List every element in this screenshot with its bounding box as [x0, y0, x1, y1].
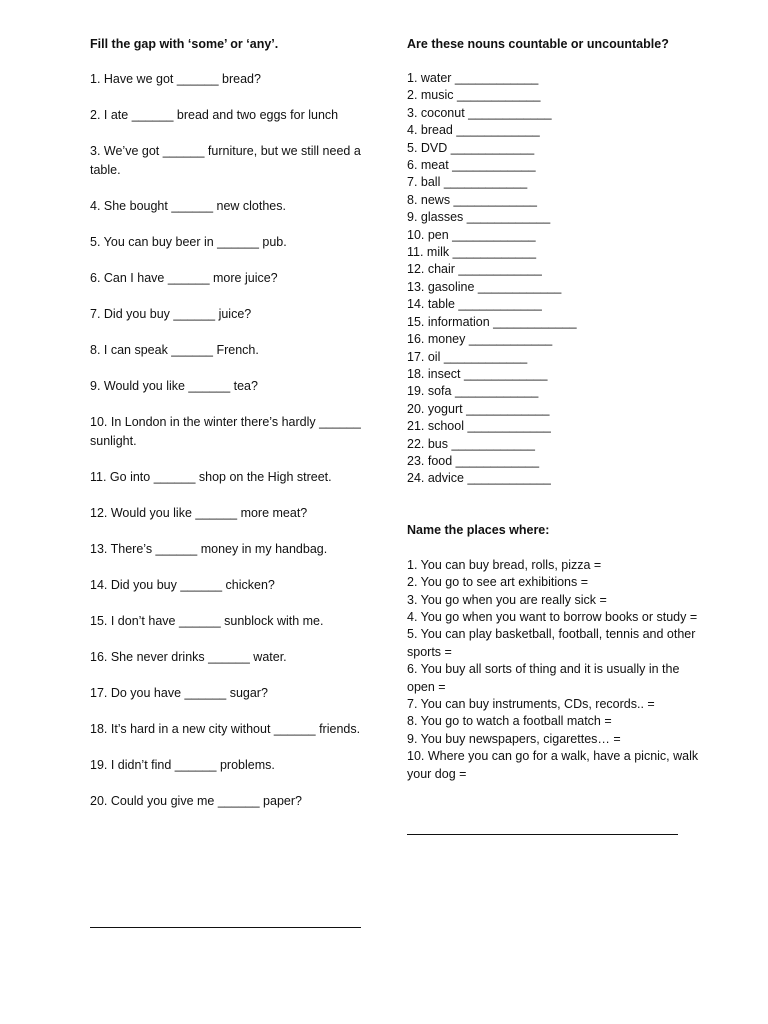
noun-item: 21. school ____________ [407, 419, 551, 434]
place-item: 3. You go when you are really sick = [407, 592, 607, 607]
place-item: 9. You buy newspapers, cigarettes… = [407, 731, 621, 746]
noun-item: 7. ball ____________ [407, 175, 528, 190]
noun-item: 11. milk ____________ [407, 245, 537, 260]
noun-item: 9. glasses ____________ [407, 210, 551, 225]
noun-item: 14. table ____________ [407, 297, 542, 312]
place-item: 4. You go when you want to borrow books or study = [407, 609, 698, 624]
places-title: Name the places where: [407, 522, 550, 537]
right-bottom-line [407, 834, 678, 835]
exercise-item: 20. Could you give me ______ paper? [90, 794, 302, 808]
exercise-item: 3. We’ve got ______ furniture, but we still need a table. [90, 144, 361, 177]
noun-item: 3. coconut ____________ [407, 105, 552, 120]
noun-item: 19. sofa ____________ [407, 384, 539, 399]
exercise-item: 9. Would you like ______ tea? [90, 379, 258, 393]
place-item: 1. You can buy bread, rolls, pizza = [407, 557, 602, 572]
noun-item: 15. information ____________ [407, 314, 577, 329]
noun-item: 10. pen ____________ [407, 227, 536, 242]
exercise-item: 19. I didn’t find ______ problems. [90, 758, 275, 772]
exercise-item: 8. I can speak ______ French. [90, 343, 259, 357]
places-list [407, 557, 707, 783]
exercise-item: 11. Go into ______ shop on the High street. [90, 470, 332, 484]
noun-item: 2. music ____________ [407, 88, 541, 103]
noun-item: 6. meat ____________ [407, 158, 536, 173]
noun-item: 16. money ____________ [407, 332, 553, 347]
noun-item: 13. gasoline ____________ [407, 279, 562, 294]
exercise-item: 2. I ate ______ bread and two eggs for lunch [90, 108, 339, 122]
exercise-item: 7. Did you buy ______ juice? [90, 307, 252, 321]
noun-item: 18. insect ____________ [407, 366, 548, 381]
exercise-item: 17. Do you have ______ sugar? [90, 686, 268, 700]
noun-item: 20. yogurt ____________ [407, 401, 550, 416]
noun-item: 8. news ____________ [407, 192, 537, 207]
noun-item: 4. bread ____________ [407, 123, 540, 138]
place-item: 7. You can buy instruments, CDs, records.. = [407, 697, 655, 711]
exercise-item: 6. Can I have ______ more juice? [90, 271, 278, 285]
exercise-item: 10. In London in the winter there’s hardly ______ sunlight. [90, 415, 361, 448]
some-any-list [90, 70, 380, 811]
exercise-item: 13. There’s ______ money in my handbag. [90, 542, 328, 556]
exercise-item: 5. You can buy beer in ______ pub. [90, 235, 287, 249]
place-item: 2. You go to see art exhibitions = [407, 575, 589, 590]
noun-item: 24. advice ____________ [407, 471, 551, 486]
left-bottom-line [90, 927, 361, 928]
exercise-item: 15. I don’t have ______ sunblock with me. [90, 614, 324, 628]
noun-item: 1. water ____________ [407, 71, 539, 85]
exercise-item: 16. She never drinks ______ water. [90, 650, 287, 664]
noun-item: 12. chair ____________ [407, 262, 542, 277]
exercise-item: 4. She bought ______ new clothes. [90, 199, 286, 213]
exercise-item: 14. Did you buy ______ chicken? [90, 578, 275, 592]
noun-item: 17. oil ____________ [407, 349, 528, 364]
exercise-item: 1. Have we got ______ bread? [90, 72, 261, 86]
noun-list [407, 70, 707, 488]
noun-item: 23. food ____________ [407, 453, 540, 468]
place-item: 5. You can play basketball, football, tennis and other sports = [407, 627, 696, 659]
some-any-title: Fill the gap with ‘some’ or ‘any’. [90, 37, 279, 51]
countable-title: Are these nouns countable or uncountable? [407, 37, 669, 51]
place-item: 10. Where you can go for a walk, have a picnic, walk your dog = [407, 749, 699, 781]
exercise-item: 18. It’s hard in a new city without ______ friends. [90, 722, 361, 736]
some-any-exercise [90, 36, 380, 828]
noun-item: 22. bus ____________ [407, 436, 535, 451]
place-item: 6. You buy all sorts of thing and it is usually in the open = [407, 662, 680, 694]
countable-exercise [407, 36, 707, 783]
place-item: 8. You go to watch a football match = [407, 714, 612, 729]
noun-item: 5. DVD ____________ [407, 140, 535, 155]
exercise-item: 12. Would you like ______ more meat? [90, 506, 308, 520]
